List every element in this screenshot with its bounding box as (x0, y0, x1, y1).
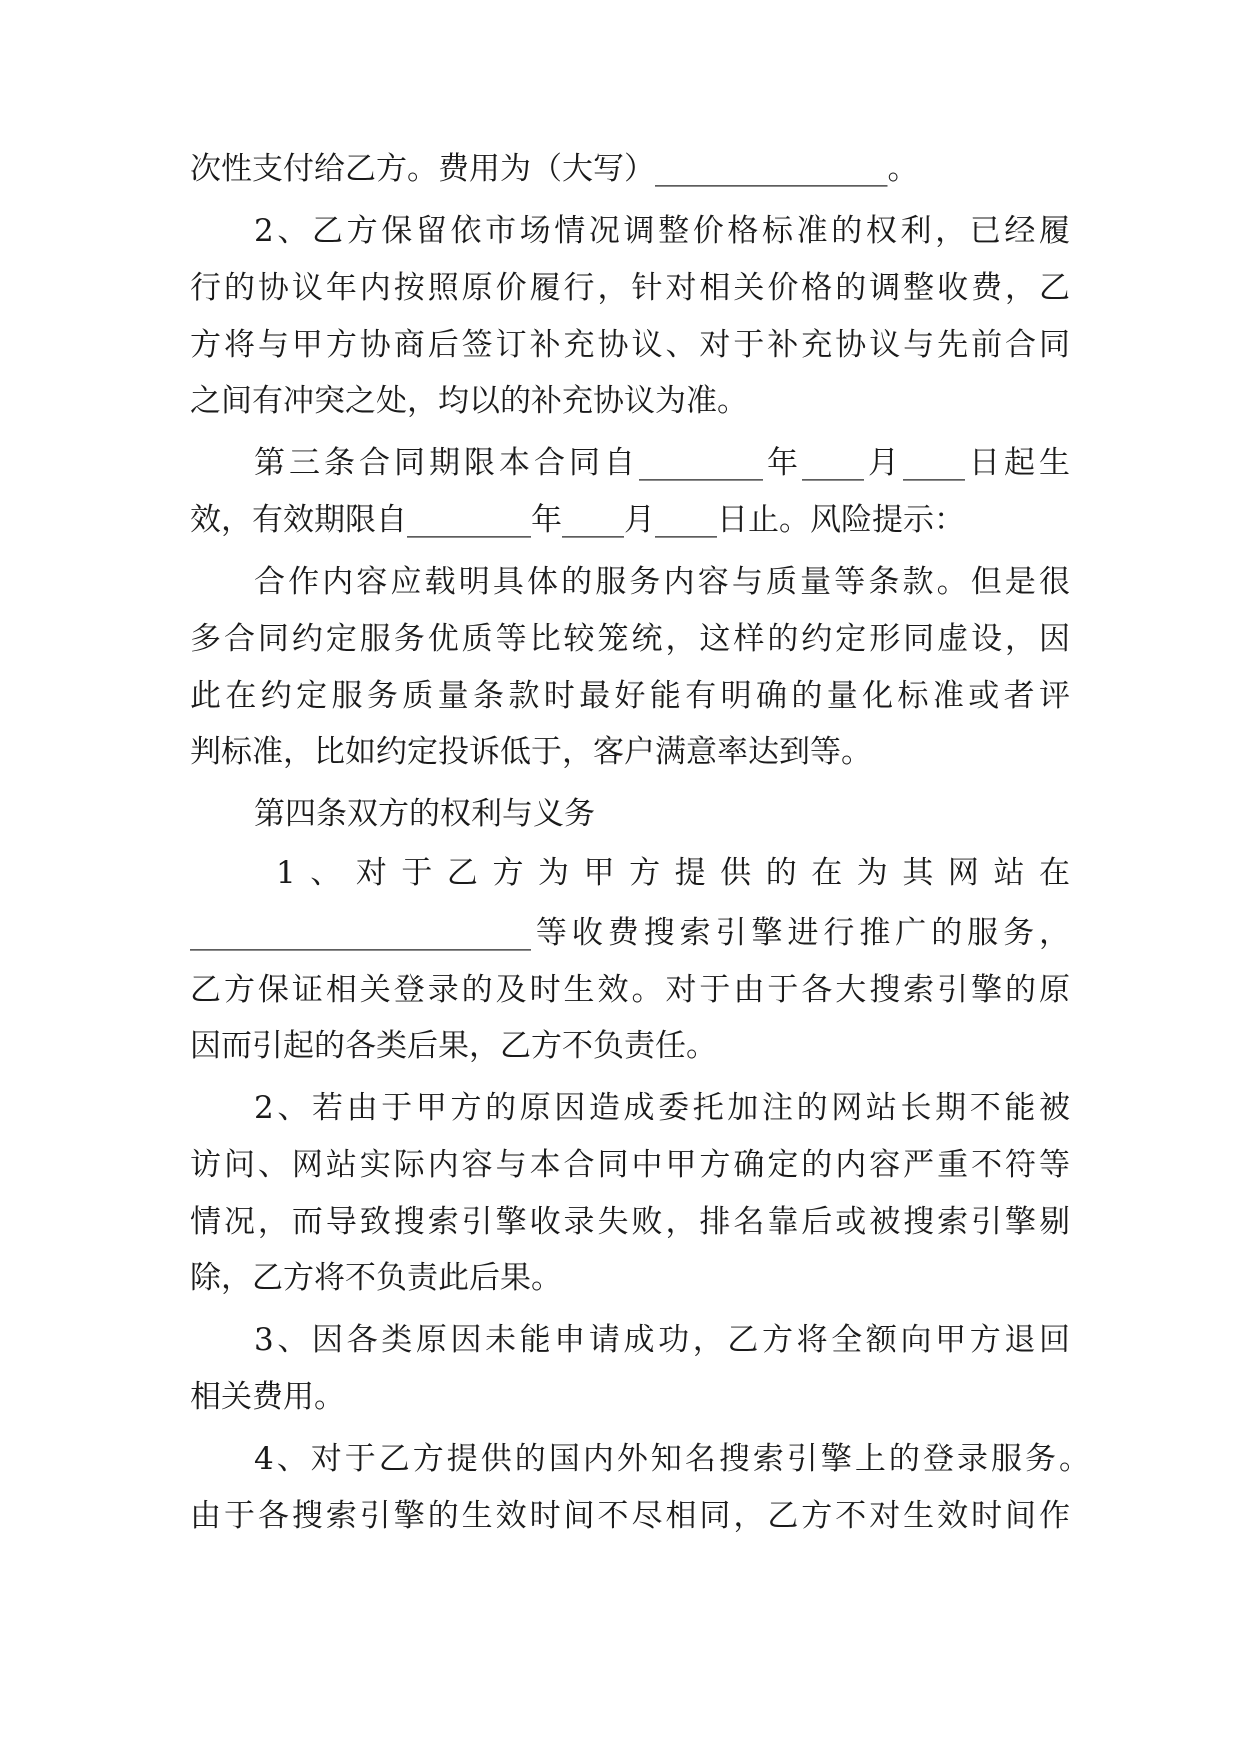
text-line-20: 除，乙方将不负责此后果。 (190, 1260, 562, 1296)
text-line-13: 1、对于乙方为甲方提供的在为其网站在 (276, 855, 1070, 891)
text-line-24: 由于各搜索引擎的生效时间不尽相同，乙方不对生效时间作 (190, 1498, 1070, 1534)
text-line-7: 效，有效期限自________年____月____日止。风险提示： (190, 502, 965, 538)
text-line-2: 2、乙方保留依市场情况调整价格标准的权利，已经履 (254, 213, 1070, 249)
text-line-1: 次性支付给乙方。费用为（大写）_______________。 (190, 151, 919, 187)
text-line-3: 行的协议年内按照原价履行，针对相关价格的调整收费，乙 (190, 270, 1070, 306)
text-line-5: 之间有冲突之处，均以的补充协议为准。 (190, 383, 748, 419)
text-line-23: 4、对于乙方提供的国内外知名搜索引擎上的登录服务。 (254, 1441, 1090, 1477)
text-line-11: 判标准，比如约定投诉低于，客户满意率达到等。 (190, 734, 872, 770)
text-line-4: 方将与甲方协商后签订补充协议、对于补充协议与先前合同 (190, 327, 1070, 363)
text-line-22: 相关费用。 (190, 1379, 345, 1415)
text-line-9: 多合同约定服务优质等比较笼统，这样的约定形同虚设，因 (190, 621, 1070, 657)
text-line-15: 乙方保证相关登录的及时生效。对于由于各大搜索引擎的原 (190, 972, 1070, 1008)
text-line-19: 情况，而导致搜索引擎收录失败，排名靠后或被搜索引擎剔 (190, 1204, 1070, 1240)
text-line-8: 合作内容应载明具体的服务内容与质量等条款。但是很 (254, 564, 1070, 600)
text-line-21: 3、因各类原因未能申请成功，乙方将全额向甲方退回 (254, 1322, 1070, 1358)
text-line-17: 2、若由于甲方的原因造成委托加注的网站长期不能被 (254, 1090, 1070, 1126)
text-line-16: 因而引起的各类后果，乙方不负责任。 (190, 1028, 717, 1064)
text-line-12: 第四条双方的权利与义务 (254, 796, 595, 832)
text-line-6: 第三条合同期限本合同自________年____月____日起生 (254, 445, 1070, 481)
text-line-18: 访问、网站实际内容与本合同中甲方确定的内容严重不符等 (190, 1147, 1070, 1183)
text-line-14: ______________________等收费搜索引擎进行推广的服务， (190, 915, 1070, 951)
text-line-10: 此在约定服务质量条款时最好能有明确的量化标准或者评 (190, 678, 1070, 714)
